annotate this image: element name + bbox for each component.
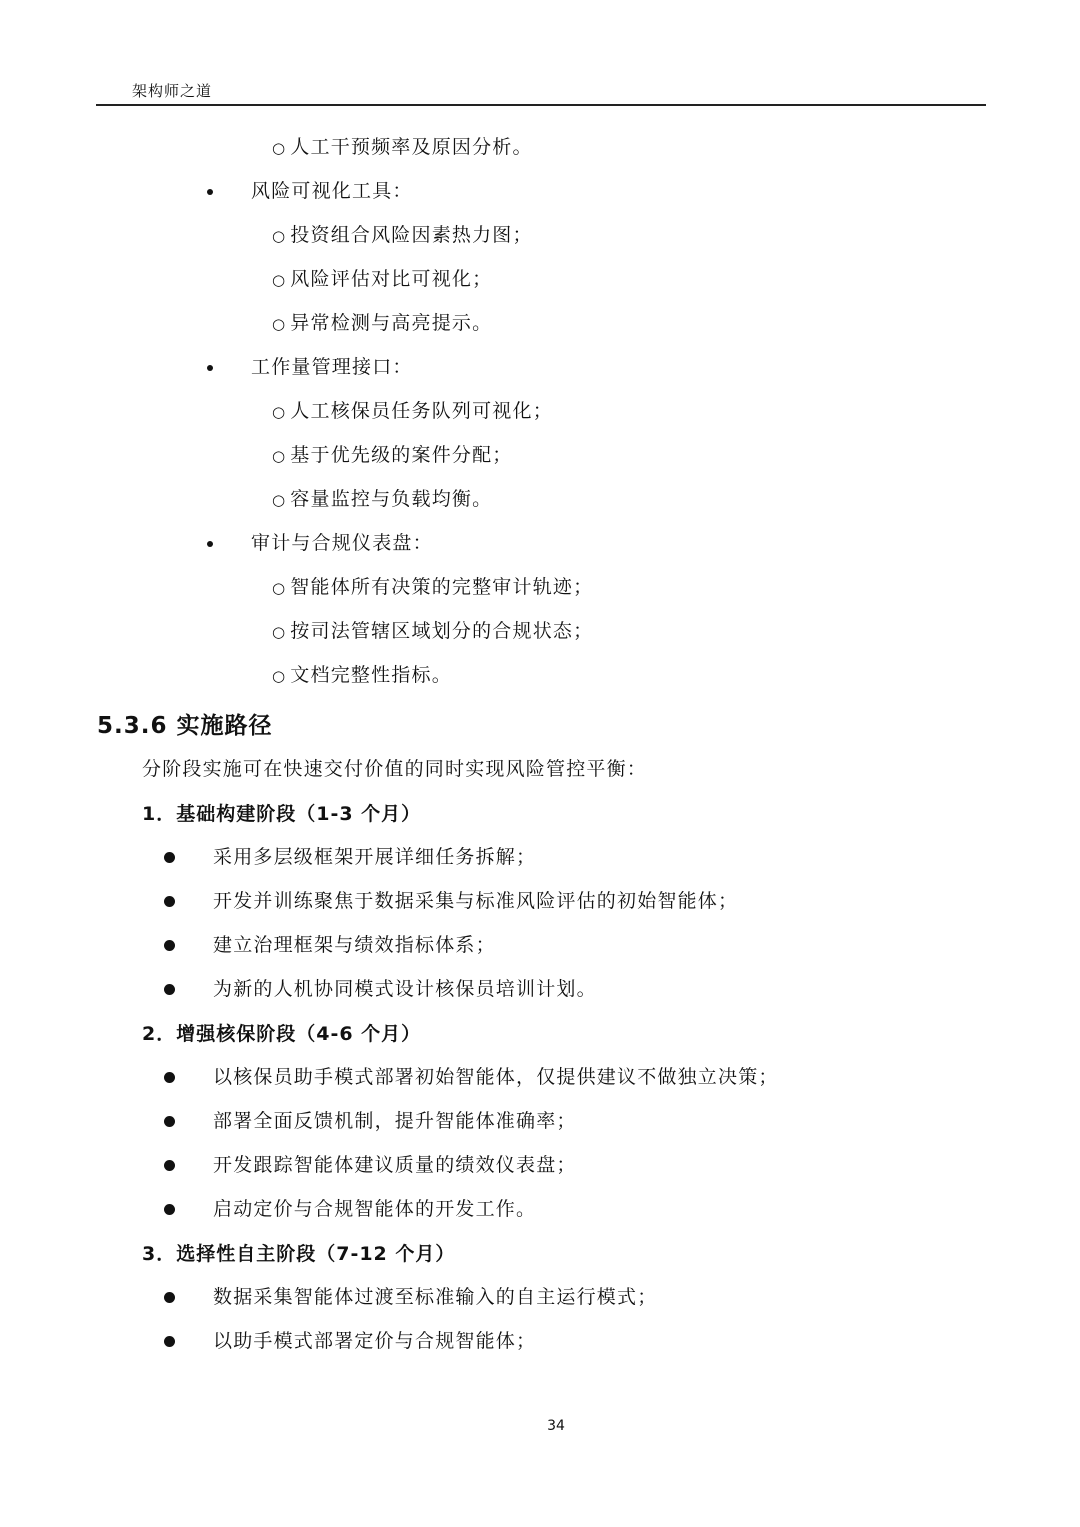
bullet-icon [207,541,213,547]
list-item: 部署全面反馈机制，提升智能体准确率； [213,1110,577,1132]
list-item: 数据采集智能体过渡至标准输入的自主运行模式； [213,1286,658,1308]
sub-list-item: ○ 异常检测与高亮提示。 [272,312,493,334]
bullet-icon [164,1336,175,1347]
sub-list-item: ○ 人工核保员任务队列可视化； [272,400,553,422]
hollow-circle-icon: ○ [272,491,287,509]
sub-list-item: ○ 投资组合风险因素热力图； [272,224,533,246]
bullet-icon [164,984,175,995]
phase-title: 3．选择性自主阶段（7-12 个月） [142,1243,456,1265]
bullet-icon [164,940,175,951]
sub-list-item: ○ 基于优先级的案件分配； [272,444,513,466]
bullet-icon [207,365,213,371]
phase-title: 1．基础构建阶段（1-3 个月） [142,803,422,825]
section-heading: 5.3.6 实施路径 [97,713,273,739]
phase-title: 2．增强核保阶段（4-6 个月） [142,1023,422,1045]
hollow-circle-icon: ○ [272,667,287,685]
list-item-title: 工作量管理接口： [251,356,413,378]
list-item: 开发跟踪智能体建议质量的绩效仪表盘； [213,1154,577,1176]
hollow-circle-icon: ○ [272,447,287,465]
bullet-icon [164,1116,175,1127]
bullet-icon [164,896,175,907]
sub-list-item: ○ 人工干预频率及原因分析。 [272,136,533,158]
list-item: 启动定价与合规智能体的开发工作。 [213,1198,537,1220]
hollow-circle-icon: ○ [272,623,287,641]
list-item-title: 审计与合规仪表盘： [251,532,433,554]
hollow-circle-icon: ○ [272,315,287,333]
section-intro: 分阶段实施可在快速交付价值的同时实现风险管控平衡： [142,758,648,780]
hollow-circle-icon: ○ [272,579,287,597]
hollow-circle-icon: ○ [272,227,287,245]
list-item-title: 风险可视化工具： [251,180,413,202]
page-number: 34 [547,1418,565,1434]
hollow-circle-icon: ○ [272,403,287,421]
hollow-circle-icon: ○ [272,139,287,157]
bullet-icon [164,1292,175,1303]
list-item: 以助手模式部署定价与合规智能体； [213,1330,537,1352]
bullet-icon [164,1072,175,1083]
sub-list-item: ○ 按司法管辖区域划分的合规状态； [272,620,594,642]
sub-list-item: ○ 风险评估对比可视化； [272,268,493,290]
sub-list-item: ○ 文档完整性指标。 [272,664,452,686]
sub-list-item: ○ 智能体所有决策的完整审计轨迹； [272,576,594,598]
list-item: 开发并训练聚焦于数据采集与标准风险评估的初始智能体； [213,890,739,912]
page-header [96,78,986,106]
list-item: 为新的人机协同模式设计核保员培训计划。 [213,978,597,1000]
list-item: 采用多层级框架开展详细任务拆解； [213,846,537,868]
header-title: 架构师之道 [132,82,213,100]
bullet-icon [164,852,175,863]
bullet-icon [207,189,213,195]
sub-list-item: ○ 容量监控与负载均衡。 [272,488,493,510]
bullet-icon [164,1160,175,1171]
list-item: 建立治理框架与绩效指标体系； [213,934,496,956]
hollow-circle-icon: ○ [272,271,287,289]
bullet-icon [164,1204,175,1215]
list-item: 以核保员助手模式部署初始智能体，仅提供建议不做独立决策； [213,1066,779,1088]
